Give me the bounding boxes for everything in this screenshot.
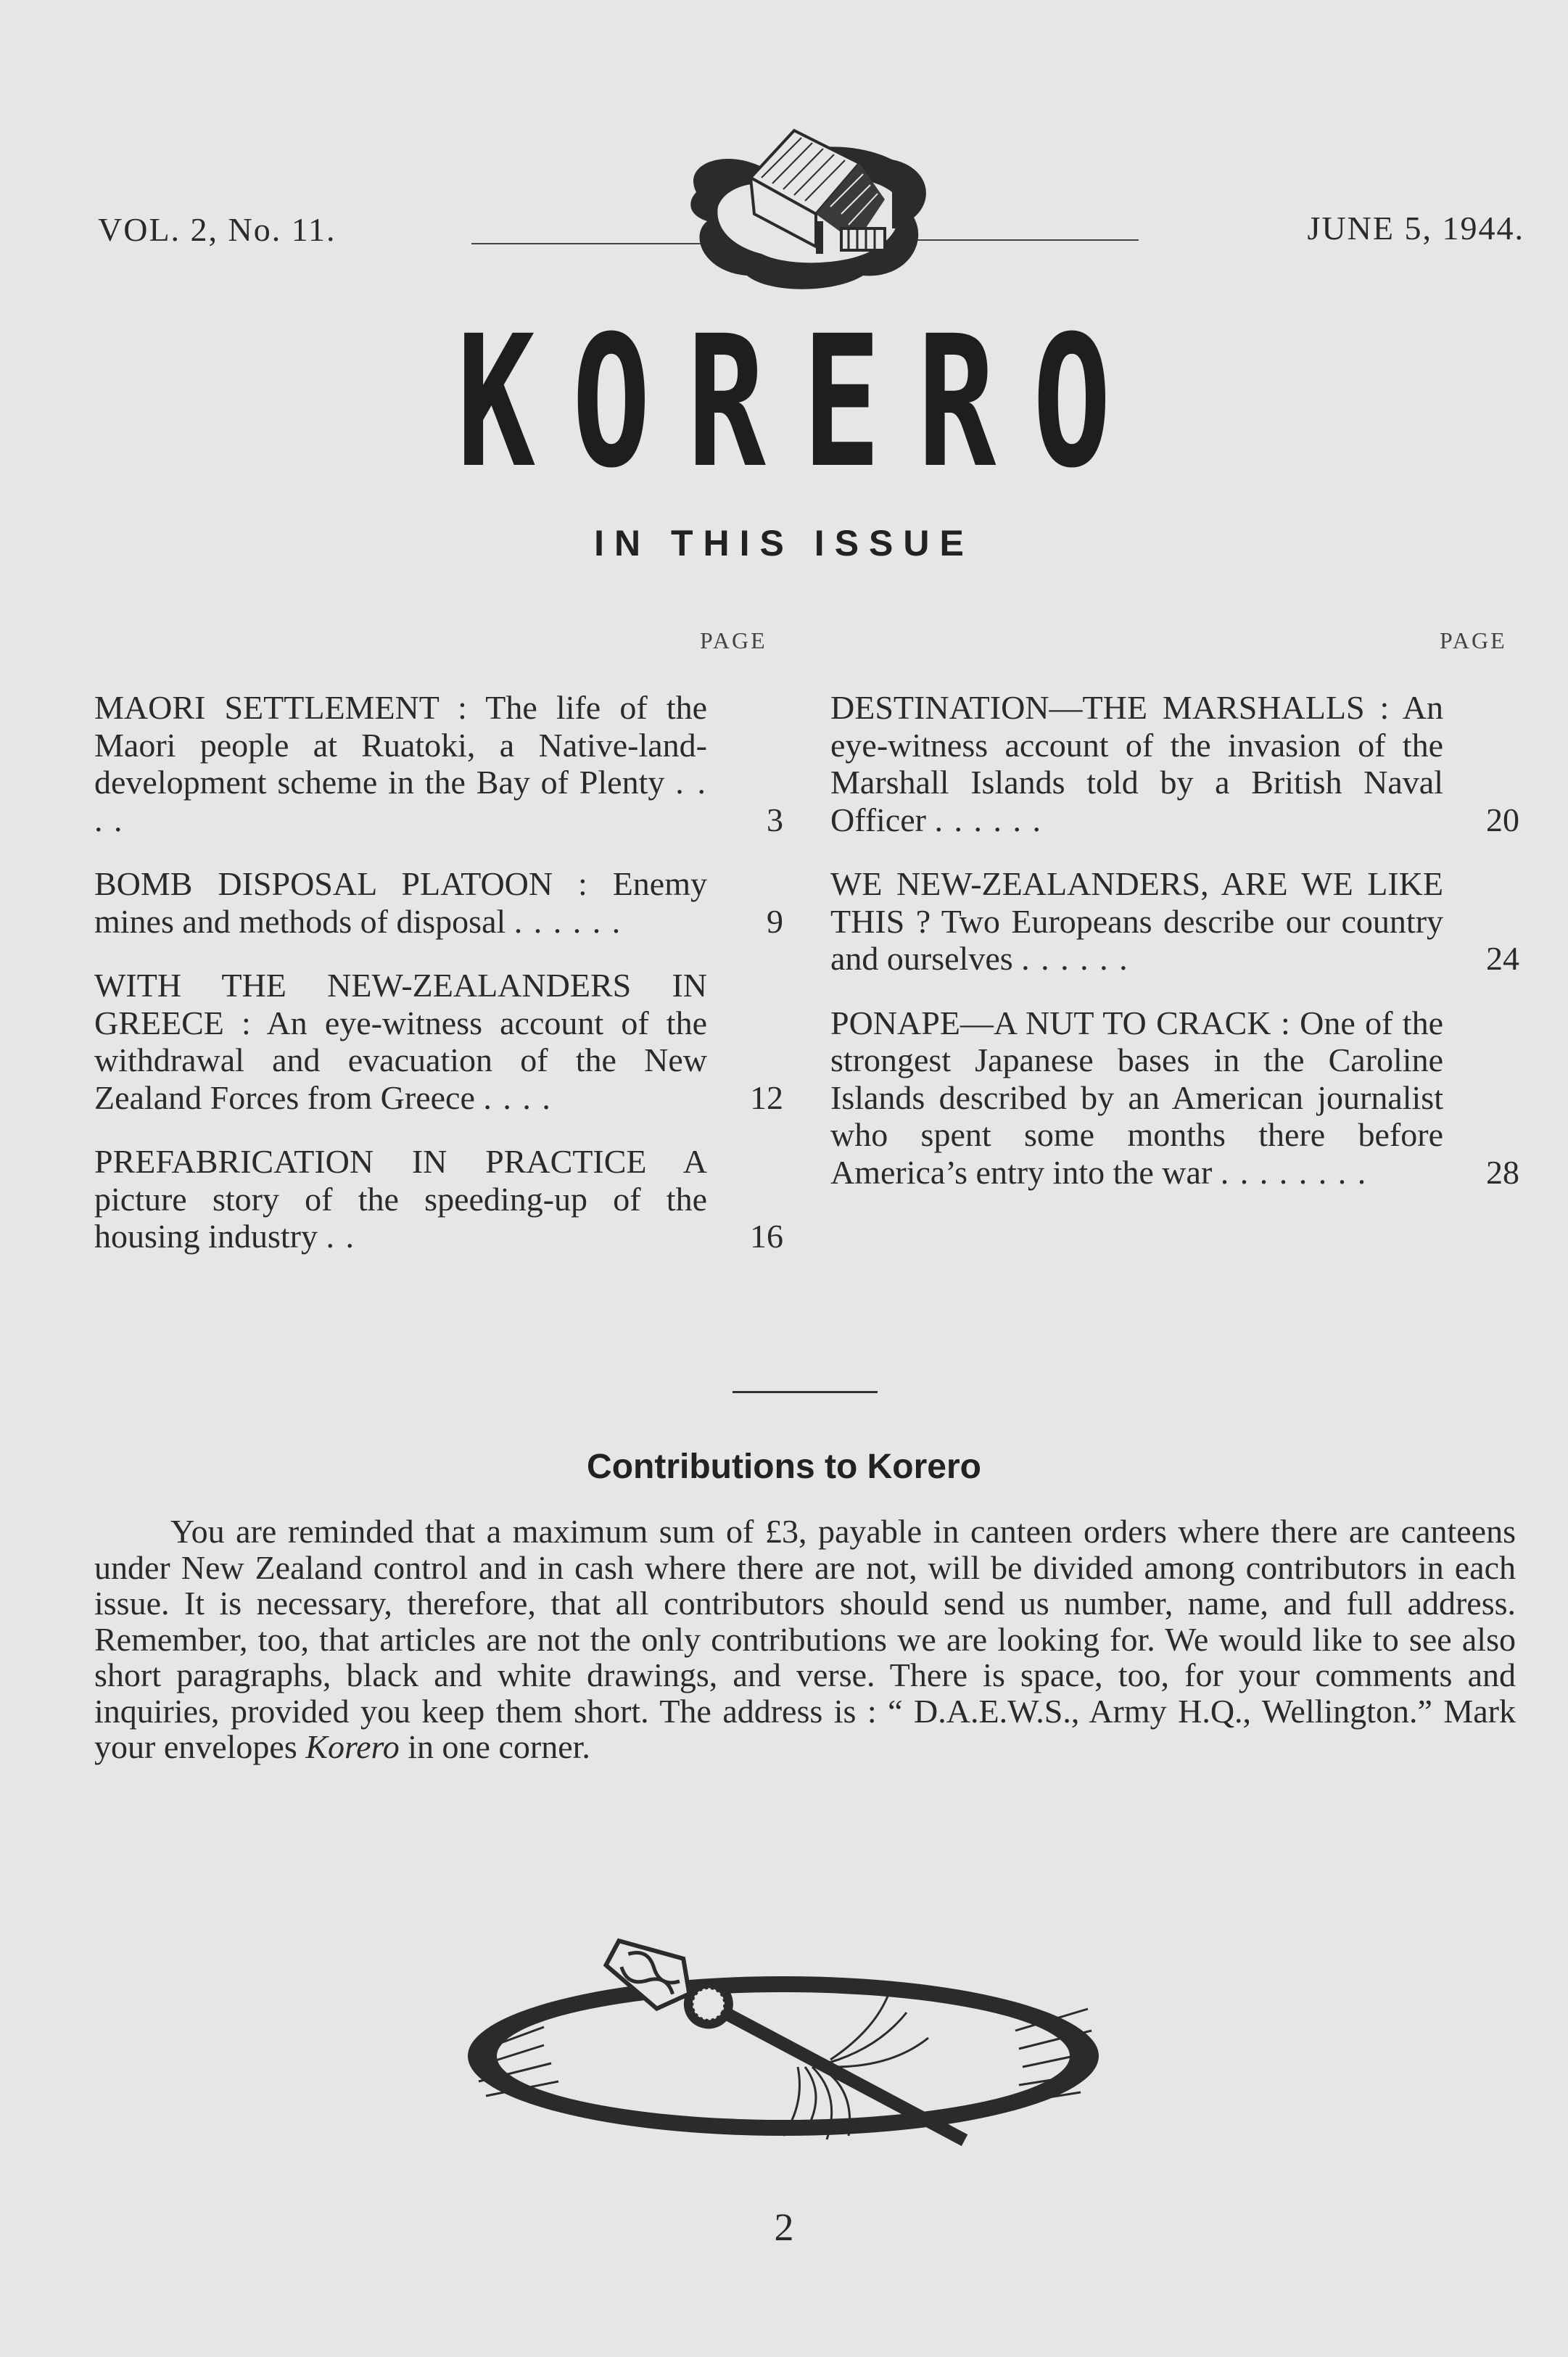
entry-description: One of the strongest Japanese bases in the Caroline Islands described by an American journalist who spent some months there before America’s entry into the war bbox=[830, 1004, 1444, 1191]
meeting-house-icon bbox=[674, 98, 936, 301]
volume-number: VOL. 2, No. 11. bbox=[98, 211, 337, 248]
contents-entry[interactable] bbox=[830, 1004, 1519, 1192]
entry-page-number: 16 bbox=[750, 1218, 783, 1255]
entry-title: PONAPE—A NUT TO CRACK : bbox=[830, 1004, 1290, 1041]
entry-title: PREFABRICATION IN PRACTICE bbox=[94, 1143, 647, 1180]
section-divider bbox=[733, 1391, 878, 1393]
issue-date: JUNE 5, 1944. bbox=[1307, 210, 1524, 247]
entry-title: DESTINATION—THE MARSHALLS : bbox=[830, 689, 1390, 726]
entry-page-number: 12 bbox=[750, 1078, 783, 1116]
page-column-label-right: PAGE bbox=[1440, 627, 1507, 653]
entry-leader-dots: . . . . . . bbox=[513, 902, 622, 940]
contributions-korero-italic: Korero bbox=[305, 1728, 400, 1765]
entry-description: A picture story of the speeding-up of the housing industry bbox=[94, 1143, 707, 1255]
contributions-paragraph bbox=[94, 1514, 1516, 1765]
entry-page-number: 28 bbox=[1486, 1153, 1519, 1191]
entry-description: An eye-witness account of the withdrawal and evacuation of the New Zealand Forces from Greece bbox=[94, 1004, 707, 1116]
entry-leader-dots: . . . . bbox=[483, 1078, 552, 1116]
entry-leader-dots: . . . . . . . . bbox=[1220, 1153, 1368, 1191]
contents-entry[interactable] bbox=[830, 865, 1519, 978]
entry-page-number: 24 bbox=[1486, 940, 1519, 977]
contributions-text-end: in one corner. bbox=[408, 1728, 590, 1765]
contents-right-column bbox=[830, 689, 1519, 1218]
entry-title: MAORI SETTLEMENT : bbox=[94, 689, 467, 726]
entry-description: The life of the Maori people at Ruatoki, a Native-land-development scheme in the Bay of Plenty bbox=[94, 689, 708, 801]
entry-description: An eye-witness account of the invasion of the Marshall Islands told by a British Naval Officer bbox=[830, 689, 1443, 838]
entry-title: BOMB DISPOSAL PLATOON : bbox=[94, 865, 587, 902]
header-rule-right bbox=[907, 239, 1139, 241]
entry-leader-dots: . . . . . . bbox=[934, 801, 1042, 838]
masthead-title: KORERO bbox=[456, 297, 1148, 508]
contents-entry[interactable] bbox=[94, 1143, 783, 1255]
contents-entry[interactable] bbox=[94, 967, 783, 1116]
entry-title: WITH THE NEW-ZEALANDERS IN GREECE : bbox=[94, 967, 707, 1041]
contents-entry[interactable] bbox=[94, 865, 783, 940]
contributions-text: You are reminded that a maximum sum of £3, payable in canteen orders where there are canteens under New Zealand control and in cash where there are not, will be divided among contributors in each issue. It is necessary, therefore, that all contributors should send us number, name, and full address. Remember, too, that articles are not the only contributions we are looking for. We would like to see also short paragraphs, black and white drawings, and verse. There is space, too, for your comments and inquiries, provided you keep them short. The address is : “ D.A.E.W.S., Army H.Q., Wellington.” Mark your envelopes bbox=[94, 1513, 1516, 1765]
entry-page-number: 9 bbox=[767, 902, 783, 940]
contents-left-column bbox=[94, 689, 783, 1282]
entry-leader-dots: . . . . . . bbox=[1021, 940, 1129, 977]
contributions-heading: Contributions to Korero bbox=[587, 1448, 981, 1486]
page-column-label-left: PAGE bbox=[700, 627, 767, 653]
entry-description: Two Europeans describe our country and ourselves bbox=[830, 902, 1444, 977]
entry-description: Enemy mines and methods of disposal bbox=[94, 865, 707, 940]
entry-page-number: 3 bbox=[767, 801, 783, 838]
entry-title: WE NEW-ZEALANDERS, ARE WE LIKE THIS ? bbox=[830, 865, 1443, 940]
contents-entry[interactable] bbox=[830, 689, 1519, 838]
entry-leader-dots: . . bbox=[326, 1218, 355, 1255]
entry-leader-dots: . . . . bbox=[94, 764, 708, 838]
in-this-issue-heading: IN THIS ISSUE bbox=[594, 523, 974, 564]
entry-page-number: 20 bbox=[1486, 801, 1519, 838]
page-number: 2 bbox=[774, 2205, 794, 2249]
taiaha-emblem-icon bbox=[464, 1929, 1102, 2168]
contents-entry[interactable] bbox=[94, 689, 783, 838]
